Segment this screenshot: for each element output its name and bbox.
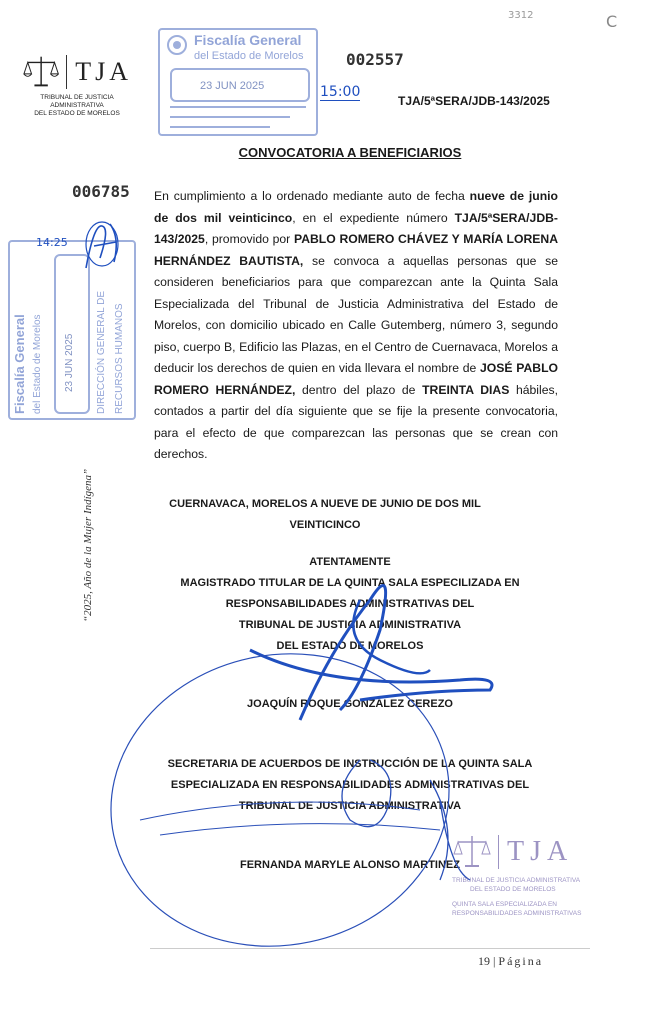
page-number: 19 | Página bbox=[478, 954, 544, 968]
folio-number-left: 006785 bbox=[72, 182, 130, 201]
place-date: CUERNAVACA, MORELOS A NUEVE DE JUNIO DE DOS MIL VEINTICINCO bbox=[169, 498, 481, 531]
magistrate-name: JOAQUÍN ROQUE GONZÁLEZ CEREZO bbox=[247, 698, 453, 710]
signature-block-magistrate: ATENTAMENTE MAGISTRADO TITULAR DE LA QUINTA SALA ESPECILIZADA EN RESPONSABILIDADES ADMINISTRATIVAS DEL TRIBUNAL DE JUSTICIA ADMINISTRATIVA DEL ESTADO DE MORELOS bbox=[180, 556, 520, 652]
convocation-paragraph: En cumplimiento a lo ordenado mediante auto de fecha nueve de junio de dos mil veinticinco, en el expediente número TJA/5ªSERA/JDB-143/2025, promovido por PABLO ROMERO CHÁVEZ Y MARÍA LORENA HERNÁNDEZ BAUTISTA, se convoca a aquellas personas que se consideren beneficiarios para que comparezcan ante la Quinta Sala Especializada del Tribunal de Justicia Administrativa del Estado de Morelos, con domicilio ubicado en Calle Gutemberg, número 3, segundo piso, cuerpo B, Edificio las Plazas, en el Centro de Cuernavaca, Morelos a deducir los derechos de quien en vida llevara el nombre de JOSÉ PABLO ROMERO HERNÁNDEZ, dentro del plazo de TREINTA DIAS hábiles, contados a partir del día siguiente que se fije la presente convocatoria, para el efecto de que comparezcan las personas que se crean con derechos. bbox=[154, 189, 559, 461]
corner-mark: 3312 bbox=[508, 10, 534, 21]
folio-number-top: 002557 bbox=[346, 50, 404, 69]
receipt-stamp-top: Fiscalía General del Estado de Morelos 23 JUN 2025 bbox=[158, 28, 318, 136]
footer-rule bbox=[150, 948, 590, 949]
logo-text: TJA bbox=[75, 57, 132, 86]
handwritten-time-side: 14:25 bbox=[36, 236, 68, 249]
receipt-stamp-side: Fiscalía General del Estado de Morelos 23 JUN 2025 DIRECCIÓN GENERAL DE RECURSOS HUMANOS bbox=[8, 240, 136, 420]
year-motto: “2025, Año de la Mujer Indígena” bbox=[82, 468, 94, 622]
document-title: CONVOCATORIA A BENEFICIARIOS bbox=[238, 145, 462, 160]
signature-block-secretary: SECRETARIA DE ACUERDOS DE INSTRUCCIÓN DE LA QUINTA SALA ESPECIALIZADA EN RESPONSABILIDADES ADMINISTRATIVAS DEL TRIBUNAL DE JUSTICIA ADMINISTRATIVA bbox=[167, 758, 533, 812]
logo-subtitle: TRIBUNAL DE JUSTICIA ADMINISTRATIVA DEL ESTADO DE MORELOS bbox=[34, 94, 120, 117]
secretary-name: FERNANDA MARYLE ALONSO MARTINEZ bbox=[240, 859, 460, 871]
scales-of-justice-icon bbox=[452, 832, 492, 872]
corner-letter: C bbox=[606, 12, 618, 31]
expediente-number: TJA/5ªSERA/JDB-143/2025 bbox=[398, 94, 550, 108]
footer-stamp: TJA TRIBUNAL DE JUSTICIA ADMINISTRATIVA DEL ESTADO DE MORELOS QUINTA SALA ESPECIALIZADA EN RESPONSABILIDADES ADMINISTRATIVAS bbox=[452, 832, 632, 952]
handwritten-time-top: 15:00 bbox=[320, 84, 361, 100]
